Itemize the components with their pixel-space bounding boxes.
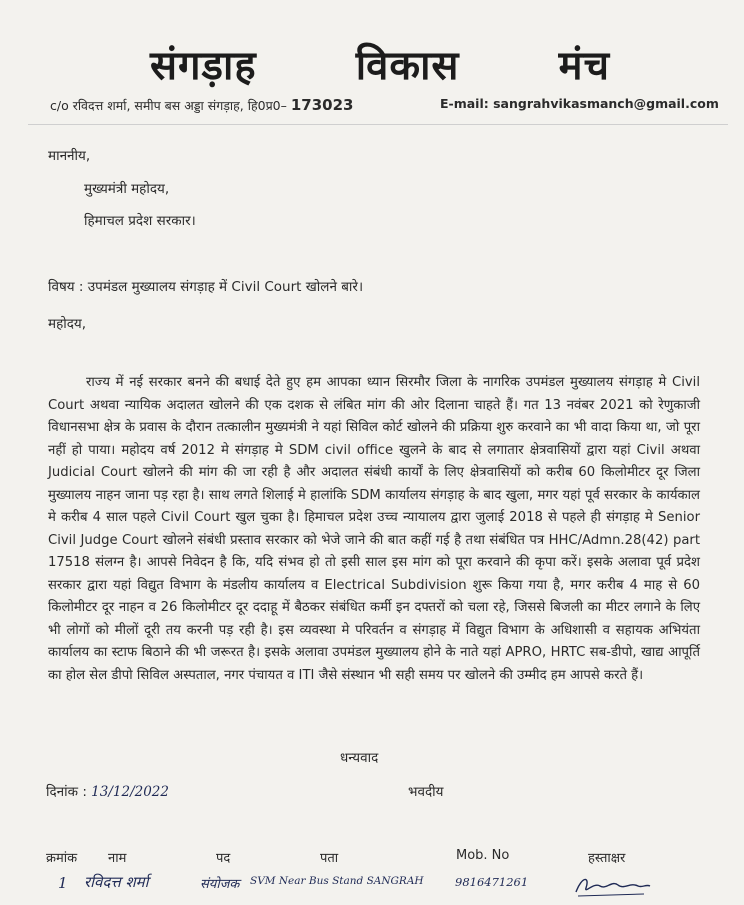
row-serial: 1 — [58, 874, 68, 892]
recipient-line-2: हिमाचल प्रदेश सरकार। — [84, 213, 196, 229]
header-name: नाम — [108, 851, 127, 866]
row-mobile: 9816471261 — [455, 875, 529, 889]
letter-body: राज्य में नई सरकार बनने की बधाई देते हुए हम आपका ध्यान सिरमौर जिला के नागरिक उपमंडल मुख्यालय संगड़ाह मे Civil Court अथवा न्यायिक अदालत खोलने की एक दशक से लंबित मांग की ओर दिलाना चाहते हैं। गत 13 नवंबर 2021 को रेणुकाजी विधानसभा क्षेत्र के प्रवास के दौरान तत्कालीन मुख्यमंत्री ने यहां सिविल कोर्ट खोलने की प्रक्रिया शुरु करवाने का भी वादा किया था, जो पूरा नहीं हो पाया। महोदय वर्ष 2012 मे संगड़ाह मे SDM civil office खुलने के बाद से लगातार क्षेत्रवासियों द्वारा यहां Civil अथवा Judicial Court खोलने की मांग की जा रही है और अदालत संबंधी कार्यों के लिए क्षेत्रवासियों को करीब 60 किलोमीटर दूर जिला मुख्यालय नाहन जाना पड़ रहा है। साथ लगते शिलाई मे हालांकि SDM कार्यालय संगड़ाह के बाद खुला, मगर यहां पूर्व सरकार के कार्यकाल मे करीब 4 साल पहले Civil Court खुल चुका है। हिमाचल प्रदेश उच्च न्यायालय द्वारा जुलाई 2018 से पहले ही संगड़ाह मे Senior Civil Judge Court खोलने संबंधी प्रस्ताव सरकार को भेजे जाने की बात कहीं गई है तथा संबंधित पत्र HHC/Admn.28(42) part 17518 संलग्न है। आपसे निवेदन है कि, यदि संभव हो तो इसी साल इस मांग को पूरा करवाने की कृपा करें। इसके अलावा पूर्व प्रदेश सरकार द्वारा यहां विद्युत विभाग के मंडलीय कार्यालय व Electrical Subdivision शुरू किया गया है, मगर करीब 4 माह से 60 किलोमीटर दूर नाहन व 26 किलोमीटर दूर ददाहू में बैठकर संबंधित कर्मी इन दफ्तरों को चला रहे, जिससे बिजली का मीटर लगाने के लिए भी लोगों को मीलों दूरी तय करनी पड़ रही है। इस व्यवस्था मे परिवर्तन व संगड़ाह में विद्युत विभाग के अधिशासी व सहायक अभियंता कार्यालय का स्टाफ बिठाने की भी जरूरत है। इसके अलावा उपमंडल मुख्यालय होने के नाते यहां APRO, HRTC सब-डीपो, खाद्य आपूर्ति का होल सेल डीपो सिविल अस्पताल, नगर पंचायत व ITI जैसे संस्थान भी सही समय पर खोलने की उम्मीद हम आपसे करते हैं। — [48, 375, 700, 683]
letterhead-address — [50, 96, 354, 114]
row-name: रविदत्त शर्मा — [84, 873, 149, 891]
greeting: महोदय, — [48, 316, 87, 332]
salutation-respected: माननीय, — [48, 148, 91, 164]
letterhead-email: E-mail: sangrahvikasmanch@gmail.com — [440, 96, 719, 111]
title-word-1: संगड़ाह — [150, 43, 257, 89]
title-word-2: विकास — [355, 43, 460, 89]
letterhead-divider — [28, 124, 728, 125]
recipient-line-1: मुख्यमंत्री महोदय, — [84, 181, 170, 197]
thanks-text: धन्यवाद — [340, 750, 379, 766]
title-word-3: मंच — [558, 43, 610, 89]
date-line — [46, 782, 169, 800]
row-post: संयोजक — [200, 877, 240, 892]
letter-subject: विषय : उपमंडल मुख्यालय संगड़ाह में Civil Court खोलने बारे। — [48, 279, 364, 295]
handwritten-signature — [572, 872, 652, 900]
organization-title — [150, 36, 610, 91]
header-address: पता — [320, 851, 339, 866]
row-address: SVM Near Bus Stand SANGRAH — [250, 875, 424, 887]
yours-faithfully: भवदीय — [408, 784, 444, 800]
header-signature: हस्ताक्षर — [588, 851, 626, 866]
date-value: 13/12/2022 — [91, 784, 169, 800]
header-serial: क्रमांक — [46, 851, 78, 866]
date-label: दिनांक : — [46, 784, 87, 800]
address-pincode: 173023 — [290, 96, 354, 114]
header-mobile: Mob. No — [456, 848, 510, 863]
table-row — [0, 872, 744, 905]
header-post: पद — [216, 851, 231, 866]
address-text: c/o रविदत्त शर्मा, समीप बस अड्डा संगड़ाह, हि0प्र0– — [50, 98, 287, 113]
